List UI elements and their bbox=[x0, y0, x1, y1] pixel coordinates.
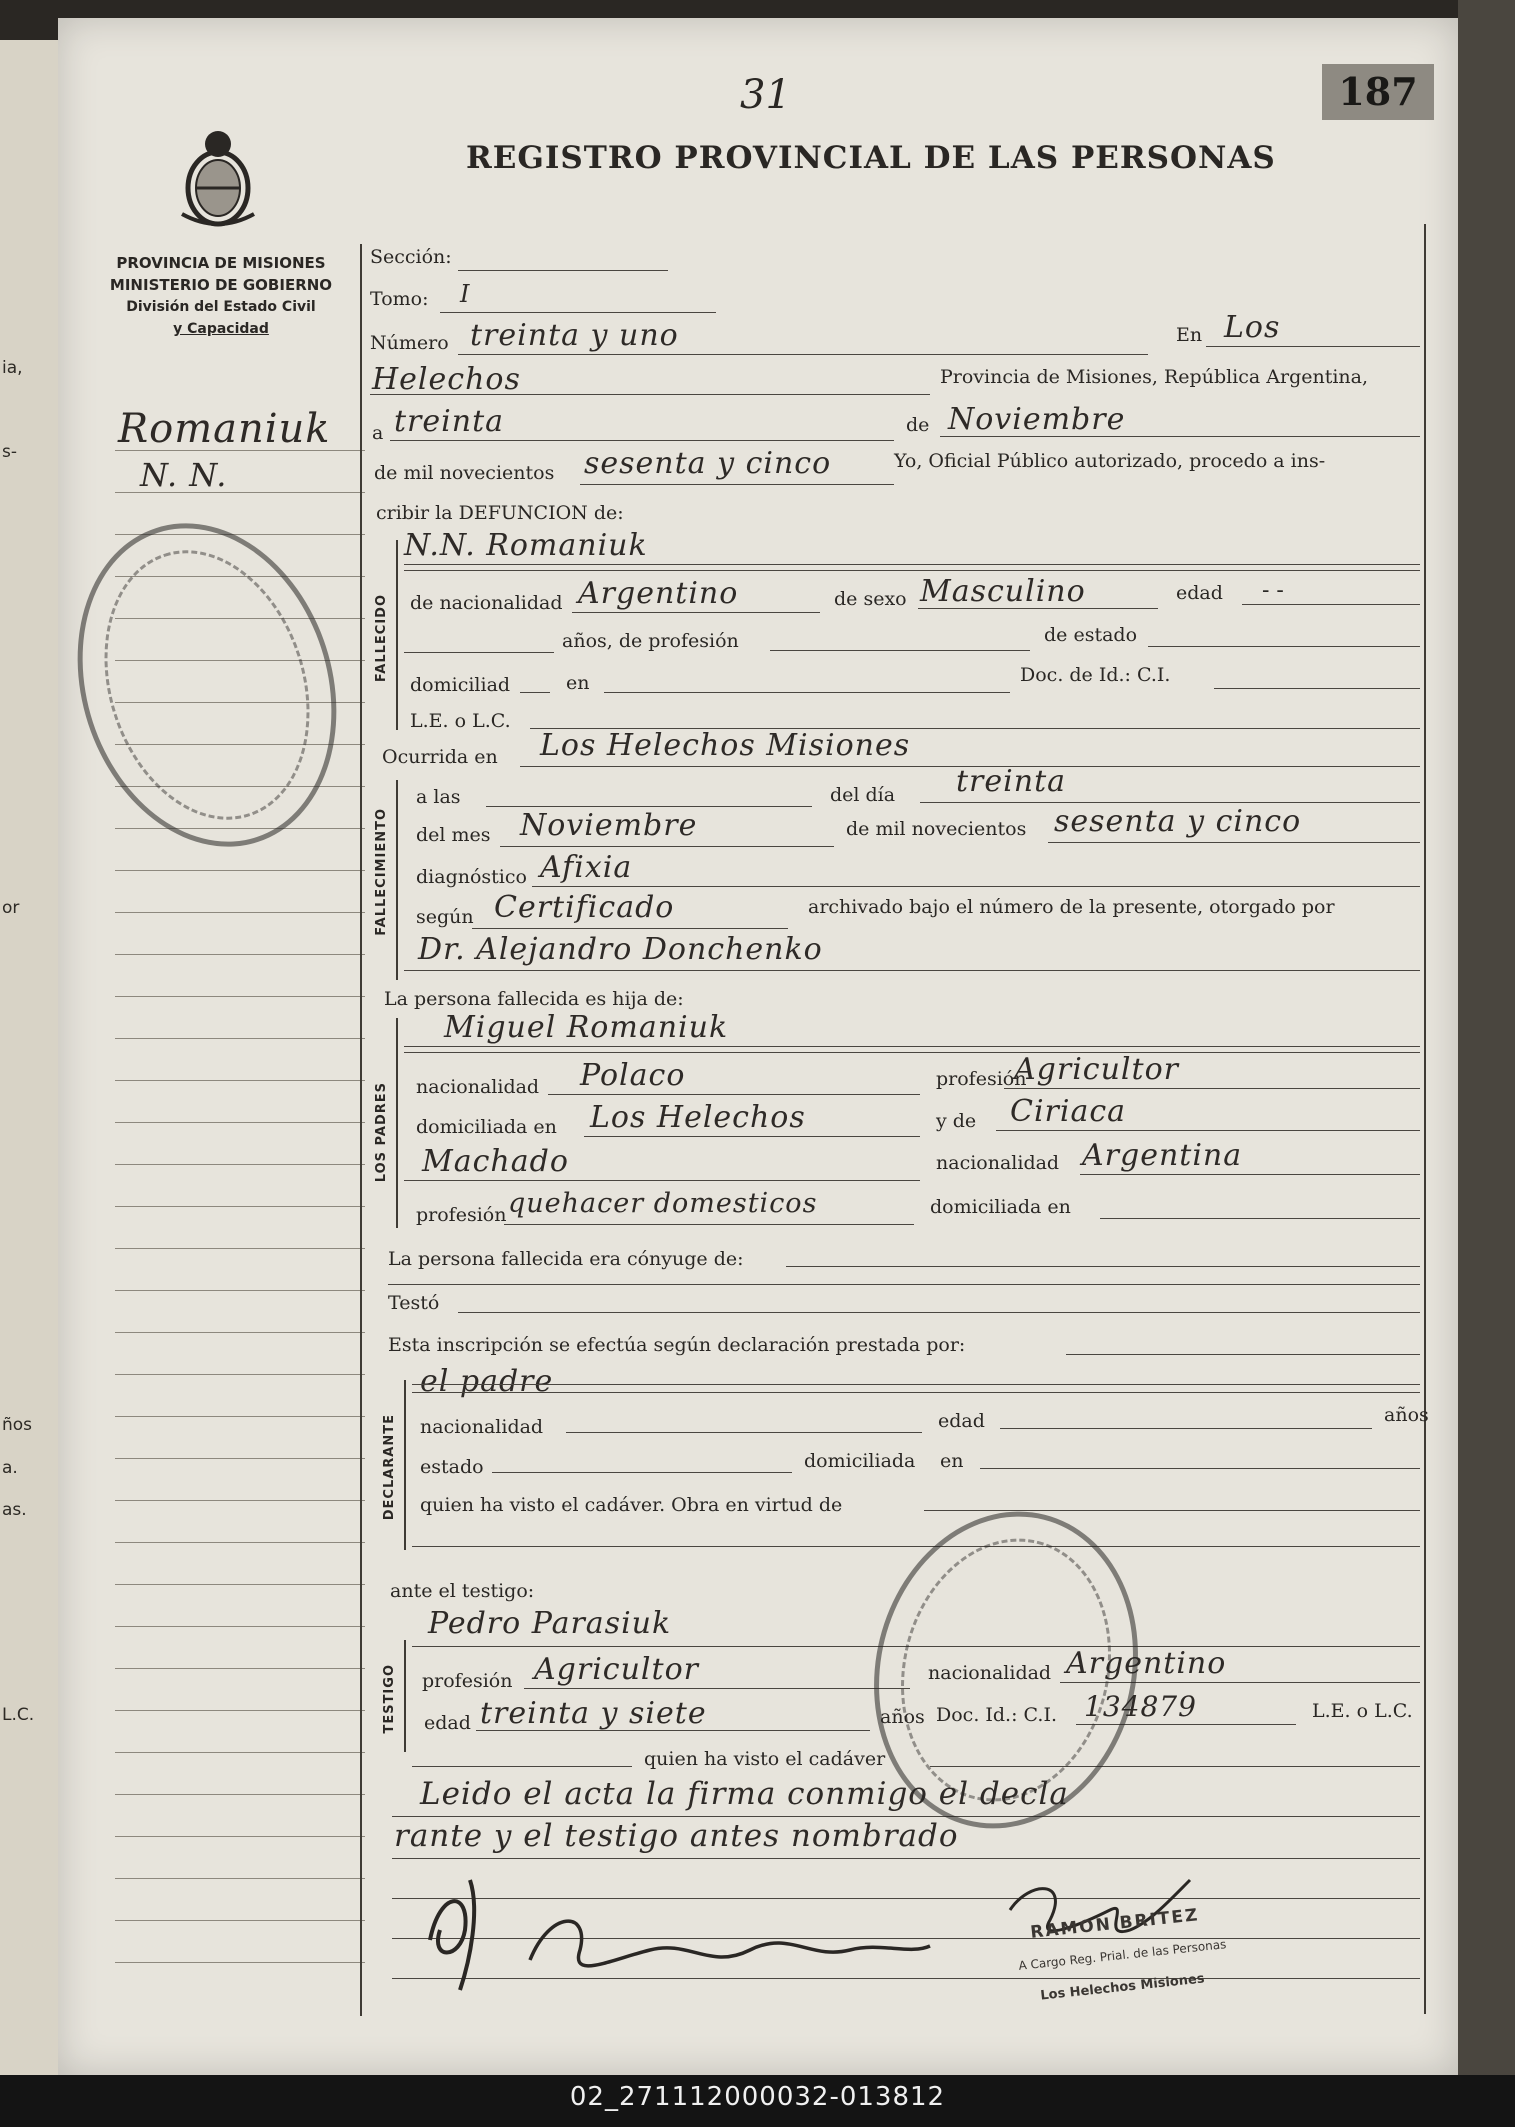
madre-domiciliada-label: domiciliada en bbox=[930, 1196, 1071, 1218]
seccion-line bbox=[458, 270, 668, 271]
testigo-nacionalidad-label: nacionalidad bbox=[928, 1662, 1052, 1684]
sexo-label: de sexo bbox=[834, 588, 907, 610]
oficial-text: Yo, Oficial Público autorizado, procedo a ins- bbox=[894, 450, 1326, 472]
padres-bracket bbox=[396, 1018, 398, 1228]
image-filename-label: 02_271112000032-013812 bbox=[569, 2082, 946, 2112]
madre-name-2: Machado bbox=[422, 1144, 569, 1179]
corner-number: 187 bbox=[1322, 64, 1434, 120]
diagnostico-line bbox=[532, 886, 1420, 887]
lugar-line bbox=[370, 394, 930, 395]
fallecido-en-line bbox=[604, 692, 1010, 693]
testigo-anios-label: años bbox=[880, 1706, 925, 1728]
numero-value: treinta y uno bbox=[470, 318, 679, 353]
closing-rule-1 bbox=[392, 1816, 1420, 1817]
estado-label: de estado bbox=[1044, 624, 1138, 646]
page-number-top: 31 bbox=[740, 72, 791, 118]
fallecido-bracket bbox=[396, 540, 398, 730]
page-title: REGISTRO PROVINCIAL DE LAS PERSONAS bbox=[466, 140, 1276, 176]
edad-label: edad bbox=[1176, 582, 1223, 604]
fallecido-nacionalidad-line bbox=[572, 612, 820, 613]
anio-line bbox=[580, 484, 894, 485]
madre-profesion-label: profesión bbox=[416, 1204, 507, 1226]
en-value: Los bbox=[1224, 310, 1281, 345]
org-line-division: División del Estado Civil bbox=[126, 299, 316, 315]
right-margin-rule bbox=[1424, 224, 1426, 2014]
org-line-capacity: y Capacidad bbox=[173, 321, 269, 337]
madre-nacionalidad-line bbox=[1080, 1174, 1420, 1175]
madre-name-1: Ciriaca bbox=[1010, 1094, 1127, 1129]
fallecido-name-line2 bbox=[404, 570, 1420, 571]
stub-given-name: N. N. bbox=[140, 456, 228, 494]
declarante-name: el padre bbox=[420, 1364, 554, 1399]
le-label: L.E. o L.C. bbox=[410, 710, 511, 732]
fallecimiento-mil-label: de mil novecientos bbox=[846, 818, 1027, 840]
testigo-edad-label: edad bbox=[424, 1712, 471, 1734]
ocurrida-value: Los Helechos Misiones bbox=[540, 728, 911, 763]
sexo-line bbox=[918, 608, 1158, 609]
a-label: a bbox=[372, 422, 384, 444]
padre-profesion-label: profesión bbox=[936, 1068, 1027, 1090]
fallecimiento-anio-line bbox=[1048, 842, 1420, 843]
fallecimiento-section-label: FALLECIMIENTO bbox=[374, 808, 389, 936]
testigo-profesion-line bbox=[524, 1688, 910, 1689]
a-las-line bbox=[486, 806, 812, 807]
madre-profesion-line bbox=[504, 1224, 914, 1225]
org-line-province: PROVINCIA DE MISIONES bbox=[116, 254, 326, 272]
left-page-fragment: a. bbox=[2, 1458, 18, 1478]
declarante-edad-line bbox=[1000, 1428, 1372, 1429]
fallecido-en-label: en bbox=[566, 672, 590, 694]
declarante-section-label: DECLARANTE bbox=[382, 1414, 397, 1521]
provincia-text: Provincia de Misiones, República Argentina, bbox=[940, 366, 1369, 388]
anio-value: sesenta y cinco bbox=[584, 446, 832, 481]
domiciliada-value: Los Helechos bbox=[590, 1100, 806, 1135]
dia-label: del día bbox=[830, 784, 896, 806]
domiciliad-line bbox=[520, 692, 550, 693]
testigo-nacionalidad-value: Argentino bbox=[1066, 1646, 1227, 1681]
anios-profesion-label: años, de profesión bbox=[562, 630, 739, 652]
profesion-line bbox=[770, 650, 1030, 651]
padre-name: Miguel Romaniuk bbox=[444, 1010, 729, 1045]
padre-line2 bbox=[404, 1052, 1420, 1053]
padres-section-label: LOS PADRES bbox=[374, 1082, 389, 1183]
testigo-name: Pedro Parasiuk bbox=[428, 1606, 672, 1641]
testigo-edad-line bbox=[476, 1730, 870, 1731]
declarante-nacionalidad-label: nacionalidad bbox=[420, 1416, 544, 1438]
closing-line-1: Leido el acta la firma conmigo el decla bbox=[420, 1776, 1069, 1812]
archivado-text: archivado bajo el número de la presente, otorgado por bbox=[808, 896, 1335, 918]
segun-value: Certificado bbox=[494, 890, 675, 925]
fallecimiento-anio-value: sesenta y cinco bbox=[1054, 804, 1302, 839]
padre-profesion-value: Agricultor bbox=[1014, 1052, 1179, 1087]
doc-label: Doc. de Id.: C.I. bbox=[1020, 664, 1171, 686]
declarante-extra-line bbox=[412, 1546, 1420, 1547]
diagnostico-value: Afixia bbox=[540, 850, 633, 885]
testigo-bracket bbox=[404, 1640, 406, 1752]
mes-line bbox=[940, 436, 1420, 437]
declaracion-text: Esta inscripción se efectúa según declaración prestada por: bbox=[388, 1334, 966, 1356]
testigo-le-label: L.E. o L.C. bbox=[1312, 1700, 1413, 1722]
declarante-bracket bbox=[404, 1380, 406, 1550]
tomo-label: Tomo: bbox=[370, 288, 429, 310]
fallecimiento-bracket bbox=[396, 780, 398, 980]
conyuge-text: La persona fallecida era cónyuge de: bbox=[388, 1248, 744, 1270]
declarante-en-line bbox=[980, 1468, 1420, 1469]
madre-profesion-value: quehacer domesticos bbox=[508, 1188, 818, 1219]
edad-value: - - bbox=[1262, 578, 1284, 603]
doctor-value: Dr. Alejandro Donchenko bbox=[418, 932, 823, 967]
declaracion-line bbox=[1066, 1354, 1420, 1355]
left-page-fragment: ia, bbox=[2, 358, 23, 378]
anios-line bbox=[404, 652, 554, 653]
conyuge-line bbox=[786, 1266, 1420, 1267]
testo-line bbox=[458, 1312, 1420, 1313]
madre-domiciliada-line bbox=[1100, 1218, 1420, 1219]
testigo-section-label: TESTIGO bbox=[382, 1664, 397, 1734]
padres-intro: La persona fallecida es hija de: bbox=[384, 988, 684, 1010]
testigo-cadaver-text: quien ha visto el cadáver bbox=[644, 1748, 886, 1770]
doctor-line bbox=[404, 970, 1420, 971]
mil-label: de mil novecientos bbox=[374, 462, 555, 484]
official-stamp-line-3: Los Helechos Misiones bbox=[1039, 1971, 1206, 2004]
a-value: treinta bbox=[394, 404, 505, 439]
lugar-value: Helechos bbox=[372, 362, 521, 397]
domiciliada-line bbox=[584, 1136, 920, 1137]
fallecido-nacionalidad-value: Argentino bbox=[578, 576, 739, 611]
testigo-profesion-label: profesión bbox=[422, 1670, 513, 1692]
tomo-line bbox=[440, 312, 716, 313]
declarante-cadaver-text: quien ha visto el cadáver. Obra en virtud de bbox=[420, 1494, 843, 1516]
padre-nacionalidad-line bbox=[548, 1094, 920, 1095]
madre-nacionalidad-label: nacionalidad bbox=[936, 1152, 1060, 1174]
padre-profesion-line bbox=[1004, 1088, 1420, 1089]
left-page-strip bbox=[0, 40, 61, 2075]
y-de-label: y de bbox=[936, 1110, 977, 1132]
a-las-label: a las bbox=[416, 786, 461, 808]
declarante-estado-label: estado bbox=[420, 1456, 484, 1478]
closing-line-2: rante y el testigo antes nombrado bbox=[394, 1818, 959, 1854]
padre-nacionalidad-value: Polaco bbox=[580, 1058, 686, 1093]
madre-line-2 bbox=[404, 1180, 920, 1181]
left-page-fragment: as. bbox=[2, 1500, 27, 1520]
madre-line-1 bbox=[996, 1130, 1420, 1131]
estado-line bbox=[1148, 646, 1420, 647]
left-page-fragment: L.C. bbox=[2, 1705, 35, 1725]
org-block bbox=[96, 252, 346, 340]
fallecido-name-line bbox=[404, 564, 1420, 565]
declarante-name-line bbox=[412, 1384, 1420, 1385]
declarante-edad-label: edad bbox=[938, 1410, 985, 1432]
fallecido-name: N.N. Romaniuk bbox=[404, 528, 648, 563]
de-label: de bbox=[906, 414, 930, 436]
mes-value: Noviembre bbox=[948, 402, 1126, 437]
declarante-anios-label: años bbox=[1384, 1404, 1429, 1426]
fallecimiento-mes-value: Noviembre bbox=[520, 808, 698, 843]
testigo-cadaver-line-left bbox=[412, 1766, 632, 1767]
doc-line bbox=[1214, 688, 1420, 689]
org-line-ministry: MINISTERIO DE GOBIERNO bbox=[109, 276, 333, 294]
diagnostico-label: diagnóstico bbox=[416, 866, 527, 888]
left-page-fragment: ños bbox=[2, 1415, 33, 1435]
stub-surname: Romaniuk bbox=[118, 406, 331, 452]
left-page-fragment: s- bbox=[2, 442, 17, 462]
stub-divider bbox=[360, 244, 362, 2016]
segun-line bbox=[472, 928, 788, 929]
conyuge-line-2 bbox=[388, 1284, 1420, 1285]
declarante-cadaver-line bbox=[924, 1510, 1420, 1511]
testigo-edad-value: treinta y siete bbox=[480, 1696, 707, 1731]
official-stamp-name: RAMON BRITEZ bbox=[1029, 1905, 1201, 1943]
declarante-nacionalidad-line bbox=[566, 1432, 922, 1433]
tomo-value: I bbox=[460, 280, 471, 308]
padre-nacionalidad-label: nacionalidad bbox=[416, 1076, 540, 1098]
fallecido-section-label: FALLECIDO bbox=[374, 594, 389, 683]
official-stamp-line-2: A Cargo Reg. Prial. de las Personas bbox=[1017, 1937, 1227, 1973]
declarante-name-line2 bbox=[412, 1392, 1420, 1393]
testigo-doc-label: Doc. Id.: C.I. bbox=[936, 1704, 1057, 1726]
domiciliad-label: domiciliad bbox=[410, 674, 511, 696]
left-page-fragment: or bbox=[2, 898, 20, 918]
domiciliada-label: domiciliada en bbox=[416, 1116, 557, 1138]
mes-label: del mes bbox=[416, 824, 491, 846]
en-label: En bbox=[1176, 324, 1203, 346]
padre-line bbox=[404, 1046, 1420, 1047]
testigo-doc-value: 134879 bbox=[1084, 1690, 1197, 1723]
inscribir-text: cribir la DEFUNCION de: bbox=[376, 502, 624, 524]
en-line bbox=[1206, 346, 1420, 347]
coat-of-arms-icon bbox=[172, 122, 264, 234]
declarante-en-label: en bbox=[940, 1450, 964, 1472]
numero-line bbox=[458, 354, 1148, 355]
seccion-label: Sección: bbox=[370, 246, 452, 268]
ante-testigo-label: ante el testigo: bbox=[390, 1580, 535, 1602]
testo-label: Testó bbox=[388, 1292, 440, 1314]
madre-nacionalidad-value: Argentina bbox=[1082, 1138, 1243, 1173]
dia-line bbox=[920, 802, 1420, 803]
fallecimiento-mes-line bbox=[500, 846, 834, 847]
declarante-estado-line bbox=[492, 1472, 792, 1473]
fallecido-nacionalidad-label: de nacionalidad bbox=[410, 592, 563, 614]
declarante-domiciliada-label: domiciliada bbox=[804, 1450, 916, 1472]
dia-value: treinta bbox=[956, 764, 1067, 799]
ocurrida-label: Ocurrida en bbox=[382, 746, 498, 768]
page-edge bbox=[1458, 0, 1515, 2075]
segun-label: según bbox=[416, 906, 474, 928]
sexo-value: Masculino bbox=[920, 574, 1086, 609]
a-line bbox=[390, 440, 894, 441]
edad-line bbox=[1242, 604, 1420, 605]
numero-label: Número bbox=[370, 332, 449, 354]
testigo-profesion-value: Agricultor bbox=[534, 1652, 699, 1687]
